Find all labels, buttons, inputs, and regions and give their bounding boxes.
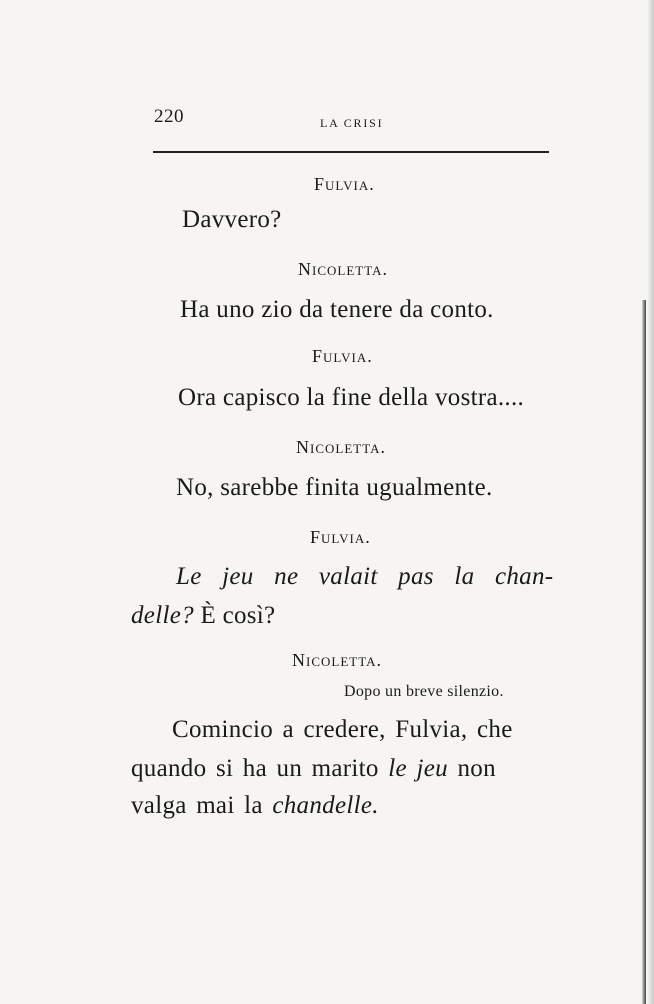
dialogue-fragment: quando si ha un marito	[131, 755, 379, 782]
page-header	[152, 104, 550, 132]
speaker-name: Fulvia.	[314, 174, 375, 194]
dialogue-line: Le jeu ne valait pas la chan-	[176, 563, 554, 590]
dialogue-italic-fragment: delle?	[131, 602, 194, 629]
dialogue-line	[131, 602, 275, 630]
speaker-name: Fulvia.	[310, 527, 371, 547]
dialogue-line: No, sarebbe finita ugualmente.	[176, 474, 493, 501]
dialogue-line	[131, 792, 379, 820]
speaker-name: Nicoletta.	[296, 437, 386, 457]
dialogue-line: Ha uno zio da tenere da conto.	[180, 296, 494, 323]
dialogue-fragment: valga mai la	[131, 792, 263, 819]
dialogue-italic-fragment: chandelle.	[272, 792, 379, 819]
dialogue-line: Davvero?	[182, 206, 282, 233]
running-title: LA CRISI	[320, 116, 384, 130]
dialogue-italic-fragment: le jeu	[388, 755, 448, 782]
speaker-name: Nicoletta.	[292, 650, 382, 670]
stage-direction: Dopo un breve silenzio.	[344, 683, 504, 700]
page-edge-shadow	[648, 0, 654, 1004]
dialogue-line: Comincio a credere, Fulvia, che	[172, 716, 513, 743]
page-edge	[642, 300, 646, 1004]
speaker-name: Fulvia.	[312, 346, 373, 366]
dialogue-line	[131, 755, 496, 783]
dialogue-line: Ora capisco la fine della vostra....	[178, 384, 525, 411]
dialogue-fragment: non	[457, 755, 496, 782]
speaker-name: Nicoletta.	[298, 259, 388, 279]
header-rule	[153, 151, 549, 153]
page-number: 220	[154, 106, 184, 127]
dialogue-fragment: È così?	[200, 602, 276, 629]
